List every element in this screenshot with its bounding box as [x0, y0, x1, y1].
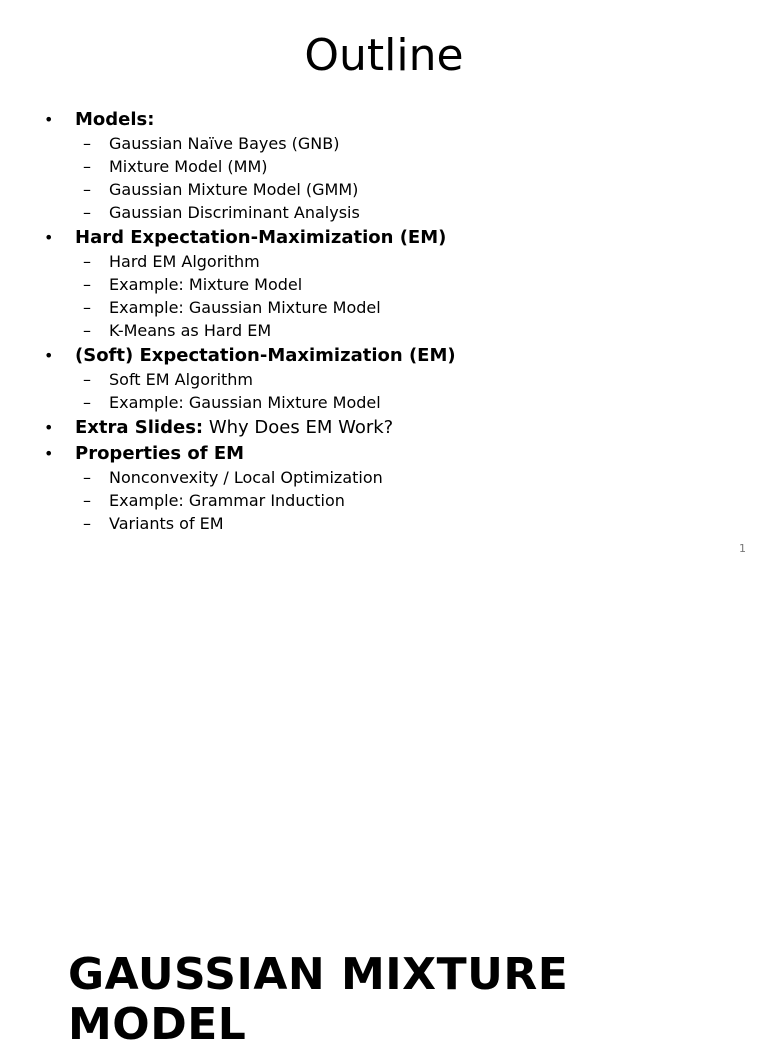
outline-section-extra-slides [44, 416, 734, 440]
bullet-icon: • [44, 418, 54, 437]
list-item-text: Example: Grammar Induction [109, 491, 345, 510]
list-item-text: Example: Gaussian Mixture Model [109, 393, 381, 412]
dash-icon: – [83, 252, 91, 271]
list-item-text: Variants of EM [109, 514, 224, 533]
dash-icon: – [83, 393, 91, 412]
outline-section-soft-em [44, 344, 734, 414]
list-item [44, 391, 734, 414]
page-number: 1 [739, 542, 746, 555]
list-item-text: Gaussian Naïve Bayes (GNB) [109, 134, 340, 153]
list-item-text: Soft EM Algorithm [109, 370, 254, 389]
dash-icon: – [83, 514, 91, 533]
list-item [44, 489, 734, 512]
next-slide [0, 576, 768, 1050]
list-item [44, 512, 734, 535]
list-item-text: Hard EM Algorithm [109, 252, 260, 271]
bullet-icon: • [44, 346, 54, 365]
sub-list [44, 250, 734, 342]
sub-list [44, 132, 734, 224]
outline-section-properties [44, 442, 734, 535]
sub-list [44, 368, 734, 414]
bullet-icon: • [44, 444, 54, 463]
sub-list [44, 466, 734, 535]
list-item [44, 178, 734, 201]
section-heading: Extra Slides: [75, 417, 204, 438]
list-item-text: K-Means as Hard EM [109, 321, 272, 340]
list-item-text: Example: Mixture Model [109, 275, 303, 294]
dash-icon: – [83, 157, 91, 176]
section-heading-suffix: Why Does EM Work? [203, 417, 394, 438]
dash-icon: – [83, 298, 91, 317]
dash-icon: – [83, 180, 91, 199]
section-heading: (Soft) Expectation-Maximization (EM) [75, 345, 456, 366]
list-item [44, 155, 734, 178]
outline-section-hard-em [44, 226, 734, 342]
dash-icon: – [83, 203, 91, 222]
list-item-text: Gaussian Mixture Model (GMM) [109, 180, 359, 199]
dash-icon: – [83, 491, 91, 510]
list-item-text: Mixture Model (MM) [109, 157, 268, 176]
list-item-text: Example: Gaussian Mixture Model [109, 298, 381, 317]
list-item [44, 296, 734, 319]
dash-icon: – [83, 134, 91, 153]
section-heading: Hard Expectation-Maximization (EM) [75, 227, 447, 248]
list-item [44, 273, 734, 296]
section-heading: Properties of EM [75, 443, 245, 464]
next-slide-title: GAUSSIAN MIXTURE MODEL [68, 949, 569, 1050]
outline-list [44, 106, 734, 535]
list-item [44, 368, 734, 391]
slide-title: Outline [304, 30, 464, 81]
dash-icon: – [83, 321, 91, 340]
list-item [44, 201, 734, 224]
dash-icon: – [83, 370, 91, 389]
list-item [44, 250, 734, 273]
bullet-icon: • [44, 110, 54, 129]
dash-icon: – [83, 468, 91, 487]
dash-icon: – [83, 275, 91, 294]
list-item [44, 466, 734, 489]
list-item [44, 132, 734, 155]
list-item-text: Gaussian Discriminant Analysis [109, 203, 360, 222]
list-item [44, 319, 734, 342]
section-heading: Models: [75, 109, 155, 130]
outline-section-models [44, 108, 734, 224]
bullet-icon: • [44, 228, 54, 247]
list-item-text: Nonconvexity / Local Optimization [109, 468, 383, 487]
